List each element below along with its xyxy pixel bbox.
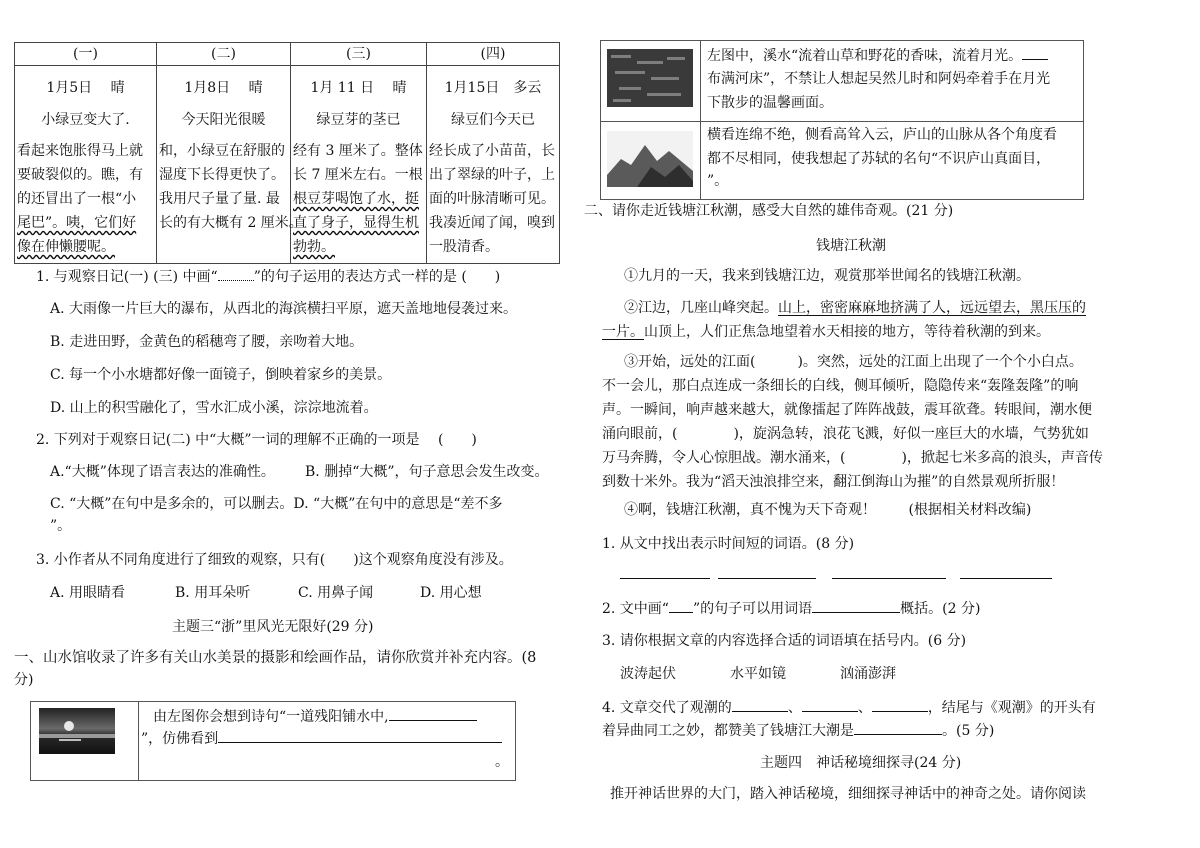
poem-question-line-1: 由左图你会想到诗句“一道残阳铺水中,: [153, 706, 477, 727]
answer-blank[interactable]: [872, 697, 928, 712]
wavy-line-blank: [218, 266, 254, 281]
diary-date: 1月8日 晴: [184, 80, 263, 96]
answer-blank[interactable]: [1022, 45, 1048, 60]
diary-title: 小绿豆变大了.: [41, 112, 130, 128]
answer-blank[interactable]: [620, 564, 710, 579]
answer-blank[interactable]: [960, 564, 1052, 579]
answer-blank[interactable]: [812, 598, 900, 613]
theme-4-intro: 推开神话世界的大门，踏入神话秘境，细细探寻神话中的神奇之处。请你阅读: [610, 786, 1086, 802]
question-1-option-c[interactable]: C. 每一个小水塘都好像一面镜子，倒映着家乡的美景。: [50, 367, 392, 383]
stream-caption-line-2: 布满河床”，不禁让人想起吴然儿时和阿妈牵着手在月光: [707, 71, 1051, 87]
part-1-stem: 一、山水馆收录了许多有关山水美景的摄影和绘画作品，请你欣赏并补充内容。(8: [14, 650, 537, 666]
diary-header: (二): [157, 43, 290, 66]
theme-4-title: 主题四 神话秘境细探寻(24 分): [760, 755, 962, 771]
question-1-stem: 1. 与观察日记(一) (三) 中画“ ”的句子运用的表达方式一样的是 ( ): [36, 266, 500, 287]
diary-column-4: [427, 43, 559, 263]
answer-blank[interactable]: [832, 564, 946, 579]
word-choice-1: 波涛起伏: [620, 666, 676, 682]
diary-title: 今天阳光很暖: [181, 112, 266, 128]
question-3-option-d[interactable]: D. 用心想: [420, 585, 482, 601]
article-paragraph-4: ④啊，钱塘江秋潮，真不愧为天下奇观！ (根据相关材料改编): [624, 502, 1032, 518]
word-choice-2: 水平如镜: [730, 666, 786, 682]
poem-question-end: 。: [495, 754, 509, 770]
article-title: 钱塘江秋潮: [816, 238, 886, 254]
article-paragraph-1: ①九月的一天，我来到钱塘江边，观赏那举世闻名的钱塘江秋潮。: [624, 268, 1030, 284]
diary-column-2: [157, 43, 303, 263]
diary-column-1: [15, 43, 157, 263]
lushan-caption-line-1: 横看连绵不绝，侧看高耸入云，庐山的山脉从各个角度看: [707, 127, 1057, 143]
part-1-stem-cont: 分): [14, 672, 34, 688]
question-2-stem: 2. 下列对于观察日记(二) 中“大概”一词的理解不正确的一项是 ( ): [36, 432, 477, 448]
question-1-option-a[interactable]: A. 大雨像一片巨大的瀑布，从西北的海滨横扫平原，遮天盖地地侵袭过来。: [50, 301, 518, 317]
diary-title: 绿豆芽的茎已: [316, 112, 401, 128]
question-1-option-d[interactable]: D. 山上的积雪融化了，雪水汇成小溪，淙淙地流着。: [50, 400, 378, 416]
mount-lu-painting-image: [607, 131, 693, 187]
answer-blank[interactable]: [718, 564, 816, 579]
question-1-option-b[interactable]: B. 走进田野，金黄色的稻穗弯了腰，亲吻着大地。: [50, 334, 364, 350]
article-paragraph-2: ②江边，几座山峰突起。山上，密密麻麻地挤满了人，远远望去，黑压压的: [624, 300, 1086, 316]
sunset-image-table: [30, 701, 516, 781]
question-3-option-a[interactable]: A. 用眼睛看: [50, 585, 126, 601]
theme-3-title: 主题三“浙”里风光无限好(29 分): [172, 619, 374, 635]
lushan-caption-line-2: 都不尽相同，使我想起了苏轼的名句“不识庐山真面目，: [707, 151, 1051, 167]
answer-blank[interactable]: [802, 697, 858, 712]
diary-date: 1月15日 多云: [444, 80, 542, 96]
observation-diary-table: [14, 42, 560, 264]
lushan-caption-line-3: ”。: [707, 173, 729, 189]
answer-blank[interactable]: [732, 697, 788, 712]
part-2-question-4: 4. 文章交代了观潮的 、 、 ，结尾与《观潮》的开头有: [602, 697, 1096, 718]
part-2-stem: 二、请你走近钱塘江秋潮，感受大自然的雄伟奇观。(21 分): [584, 203, 954, 219]
stream-caption-line-3: 下散步的温馨画面。: [707, 95, 833, 111]
poem-question-line-2: ”，仿佛看到: [141, 728, 502, 749]
sunset-river-image: [39, 708, 115, 754]
word-choice-3: 汹涌澎湃: [840, 666, 896, 682]
moonlit-stream-image: [607, 49, 693, 107]
diary-header: (三): [291, 43, 426, 66]
part-2-question-1: 1. 从文中找出表示时间短的词语。(8 分): [602, 536, 855, 552]
question-3-option-c[interactable]: C. 用鼻子闻: [298, 585, 374, 601]
diary-body: 和，小绿豆在舒服的 湿度下长得更快了。 我用尺子量了量. 最 长的有大概有 2 厘米。: [159, 143, 303, 231]
part-2-question-2: 2. 文中画“ ”的句子可以用词语 概括。(2 分): [602, 598, 980, 619]
diary-title: 绿豆们今天已: [451, 112, 535, 128]
diary-column-3: [291, 43, 427, 263]
stream-caption-line-1: 左图中，溪水“流着山草和野花的香味，流着月光。: [707, 45, 1048, 66]
diary-date: 1月5日 晴: [46, 80, 125, 96]
diary-header: (四): [427, 43, 559, 66]
question-3-stem: 3. 小作者从不同角度进行了细致的观察，只有( )这个观察角度没有涉及。: [36, 552, 513, 568]
question-2-option-a[interactable]: A.“大概”体现了语言表达的准确性。: [50, 464, 275, 480]
question-2-option-b[interactable]: B. 删掉“大概”，句子意思会发生改变。: [305, 464, 549, 480]
answer-blank[interactable]: [389, 706, 477, 721]
answer-blank[interactable]: [218, 728, 502, 743]
image-column: [601, 41, 701, 199]
part-2-question-3: 3. 请你根据文章的内容选择合适的词语填在括号内。(6 分): [602, 633, 967, 649]
article-paragraph-2-cont: 一片。山顶上，人们正焦急地望着水天相接的地方，等待着秋潮的到来。: [602, 324, 1050, 340]
part-2-question-4-cont: 着异曲同工之妙，都赞美了钱塘江大潮是 。(5 分): [602, 720, 994, 741]
diary-body: 经长成了小苗苗，长 出了翠绿的叶子，上 面的叶脉清晰可见。 我凑近闻了闻，嗅到 一股清香。: [429, 143, 555, 255]
diary-body: 经有 3 厘米了。整体 长 7 厘米左右。一根 根豆芽喝饱了水，挺 直了身子，显得生机 勃勃。: [293, 143, 423, 255]
landscape-image-table: [600, 40, 1084, 200]
question-2-option-cd[interactable]: C. “大概”在句中是多余的，可以删去。D. “大概”在句中的意思是“差不多: [50, 496, 503, 512]
answer-blank[interactable]: [854, 720, 942, 735]
question-2-option-d-end: ”。: [50, 518, 72, 534]
question-3-option-b[interactable]: B. 用耳朵听: [175, 585, 251, 601]
diary-header: (一): [15, 43, 156, 66]
diary-body: 看起来饱胀得马上就 要破裂似的。瞧，有 的还冒出了一根“小 尾巴”。咦，它们好 像在伸懒腰呢。: [17, 143, 143, 255]
diary-date: 1月 11 日 晴: [310, 80, 407, 96]
sunset-image-cell: [31, 702, 139, 780]
